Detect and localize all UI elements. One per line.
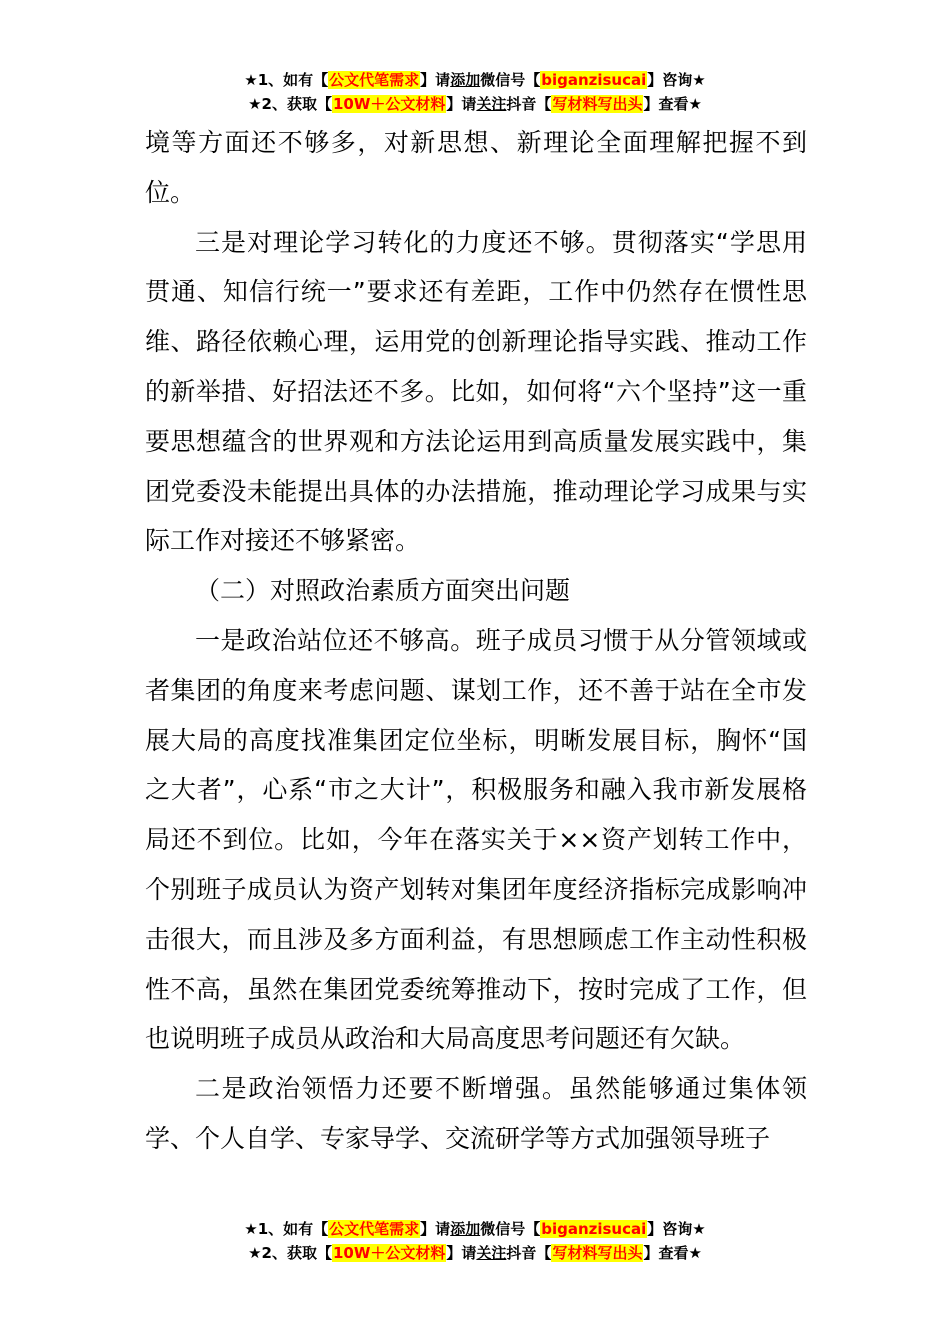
paragraph-political-stance: 一是政治站位还不够高。班子成员习惯于从分管领域或者集团的角度来考虑问题、谋划工作，还不善于站在全市发展大局的高度找准集团定位坐标，明晰发展目标，胸怀“国之大者”，心系“市之大计”，积极服务和融入我市新发展格局还不到位。比如，今年在落实关于××资产划转工作中，个别班子成员认为资产划转对集团年度经济指标完成影响冲击很大，而且涉及多方面利益，有思想顾虑工作主动性积极性不高，虽然在集团党委统筹推动下，按时完成了工作，但也说明班子成员从政治和大局高度思考问题还有欠缺。 <box>145 625 807 1054</box>
highlight-wechat-id: biganzisucai <box>541 1220 647 1238</box>
section-heading-political-quality: （二）对照政治素质方面突出问题 <box>195 576 571 606</box>
highlight-writing-service: 公文代笔需求 <box>329 1220 420 1238</box>
highlight-wechat-id: biganzisucai <box>541 71 647 89</box>
promo-line-2: ★2、获取【10W＋公文材料】请关注抖音【写材料写出头】查看★ <box>248 1244 702 1262</box>
promo-banner-top <box>0 68 950 116</box>
promo-banner-bottom <box>0 1217 950 1265</box>
promo-line-1: ★1、如有【公文代笔需求】请添加微信号【biganzisucai】咨询★ <box>244 71 706 89</box>
paragraph-continuation: 境等方面还不够多，对新思想、新理论全面理解把握不到位。 <box>145 128 807 207</box>
document-body <box>145 118 807 1164</box>
paragraph-political-comprehension: 二是政治领悟力还要不断增强。虽然能够通过集体领学、个人自学、专家导学、交流研学等方式加强领导班子 <box>145 1074 807 1153</box>
paragraph-theory-transformation: 三是对理论学习转化的力度还不够。贯彻落实“学思用贯通、知信行统一”要求还有差距，工作中仍然存在惯性思维、路径依赖心理，运用党的创新理论指导实践、推动工作的新举措、好招法还不多。比如，如何将“六个坚持”这一重要思想蕴含的世界观和方法论运用到高质量发展实践中，集团党委没未能提出具体的办法措施，推动理论学习成果与实际工作对接还不够紧密。 <box>145 227 807 556</box>
promo-line-1: ★1、如有【公文代笔需求】请添加微信号【biganzisucai】咨询★ <box>244 1220 706 1238</box>
highlight-douyin-account: 写材料写出头 <box>552 1244 643 1262</box>
highlight-materials: 10W＋公文材料 <box>332 95 446 113</box>
highlight-writing-service: 公文代笔需求 <box>329 71 420 89</box>
highlight-douyin-account: 写材料写出头 <box>552 95 643 113</box>
highlight-materials: 10W＋公文材料 <box>332 1244 446 1262</box>
promo-line-2: ★2、获取【10W＋公文材料】请关注抖音【写材料写出头】查看★ <box>248 95 702 113</box>
